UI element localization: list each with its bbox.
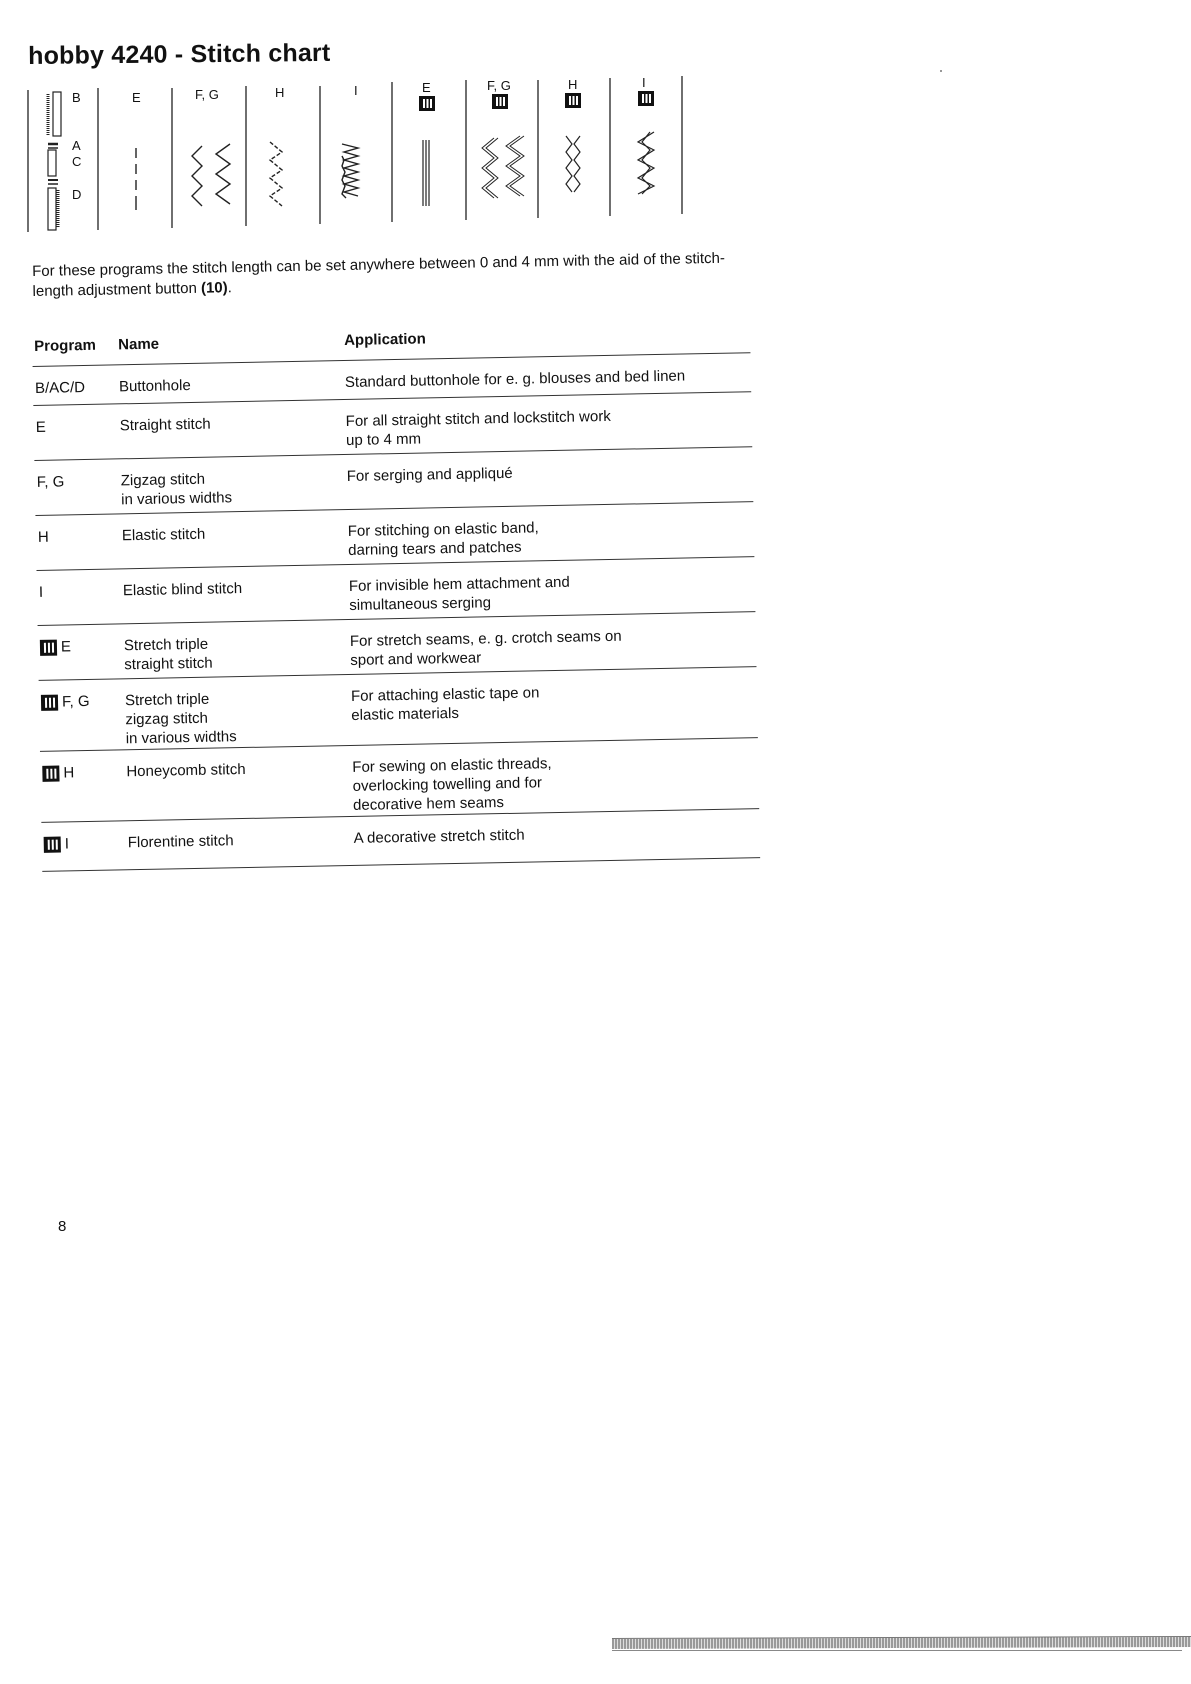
stitch-name-line: Straight stitch [119,415,211,435]
stitch-table [32,322,760,872]
intro-text: For these programs the stitch length can be set anywhere between 0 and 4 mm with the aid of the stitch-length adjustment button [32,249,726,300]
col-label-i: I [354,83,358,98]
application-line: For serging and appliqué [346,464,513,485]
application-line: simultaneous serging [349,594,492,614]
triple-stitch-icons [419,91,654,111]
speck [940,70,942,72]
application-cell [349,569,750,615]
application-line: overlocking towelling and for [352,774,543,795]
stitch-name-line: Florentine stitch [127,832,234,852]
page-number: 8 [58,1218,67,1235]
program-code: F, G [61,692,90,711]
program-code: H [37,528,49,546]
col-label-triple-fg: F, G [487,78,511,93]
stitch-name-line: Stretch triple [124,690,210,710]
intro-paragraph [32,248,753,302]
name-cell [125,687,336,748]
program-cell [41,692,90,712]
application-cell [347,459,747,486]
program-cell [38,528,49,547]
program-cell [40,637,71,657]
triple-icon [565,93,581,108]
stitch-name-line: Elastic stitch [121,525,206,545]
label-a: A [72,138,81,153]
program-cell [36,418,46,437]
program-code: H [63,764,75,782]
triple-stitch-icon [44,836,61,852]
page-title: hobby 4240 - Stitch chart [28,38,331,70]
application-cell [346,404,747,450]
name-cell [122,522,332,545]
application-line: darning tears and patches [348,538,522,559]
stitch-name-line: Buttonhole [118,376,191,396]
button-reference: (10) [200,279,228,297]
col-label-e: E [132,90,141,105]
application-cell [352,750,753,815]
triple-zigzag-pattern [482,136,524,198]
name-cell [126,758,336,781]
florentine-pattern [638,132,654,194]
application-line: For attaching elastic tape on [350,684,540,705]
label-c: C [72,154,82,169]
blind-stitch-pattern [342,144,358,198]
application-line: For all straight stitch and lockstitch work [345,407,611,430]
application-cell [354,821,754,848]
name-cell [124,632,335,674]
name-cell [119,373,329,396]
application-line: For invisible hem attachment and [348,573,570,595]
intro-end: . [227,279,233,297]
zigzag-stitch-pattern [192,144,230,206]
program-code: E [35,418,46,436]
triple-stitch-icon [41,694,58,710]
table-body [33,352,761,872]
application-cell [348,514,749,560]
stitch-name-line: Zigzag stitch [120,470,206,490]
col-label-triple-h: H [568,77,578,92]
triple-stitch-icon [40,639,57,655]
stitch-patterns [136,132,654,210]
col-label-h: H [275,85,285,100]
program-cell [39,583,44,602]
application-line: Standard buttonhole for e. g. blouses and bed linen [344,367,686,391]
stitch-chart [20,76,700,246]
header-application: Application [343,330,426,350]
application-line: decorative hem seams [352,794,505,814]
column-dividers [28,76,682,232]
application-line: A decorative stretch stitch [353,826,525,847]
footer-bar [612,1636,1191,1649]
buttonhole-diagrams [48,92,61,230]
col-label-triple-e: E [422,80,431,95]
triple-stitch-icon [42,765,59,781]
footer-rule [612,1650,1182,1651]
name-cell [128,829,338,852]
application-cell [351,679,752,725]
application-line: For stitching on elastic band, [347,519,539,540]
application-line: elastic materials [351,704,460,724]
stitch-name-line: straight stitch [124,654,213,674]
label-b: B [72,90,81,105]
triple-icon [419,96,435,111]
application-cell [345,365,745,392]
program-code: F, G [36,473,65,491]
triple-icon [492,94,508,109]
stitch-name-line: zigzag stitch [125,709,209,729]
stitch-name-line: Elastic blind stitch [122,580,243,600]
program-code: I [64,835,70,853]
elastic-stitch-pattern [270,142,282,206]
application-line: For stretch seams, e. g. crotch seams on [349,627,622,650]
application-line: up to 4 mm [345,430,422,449]
program-code: I [38,583,44,601]
header-program: Program [34,336,97,355]
col-label-triple-i: I [642,76,646,90]
stitch-name-line: Honeycomb stitch [126,760,246,781]
label-d: D [72,187,82,202]
stitch-name-line: in various widths [120,489,233,509]
program-cell [35,378,85,398]
program-code: B/AC/D [34,378,86,397]
buttonhole-labels [72,90,81,202]
header-name: Name [118,335,160,354]
program-cell [37,472,65,492]
application-line: sport and workwear [350,649,482,669]
honeycomb-pattern [566,136,580,192]
stitch-name-line: in various widths [125,728,237,748]
name-cell [123,577,333,600]
name-cell [121,467,332,509]
program-cell [44,834,70,853]
stitch-name-line: Stretch triple [123,635,209,655]
application-cell [350,624,751,670]
col-label-fg: F, G [195,87,219,102]
triple-straight-pattern [423,140,429,206]
name-cell [120,412,330,435]
application-line: For sewing on elastic threads, [352,755,552,776]
triple-icon [638,91,654,106]
program-cell [42,763,74,783]
program-code: E [60,638,72,656]
